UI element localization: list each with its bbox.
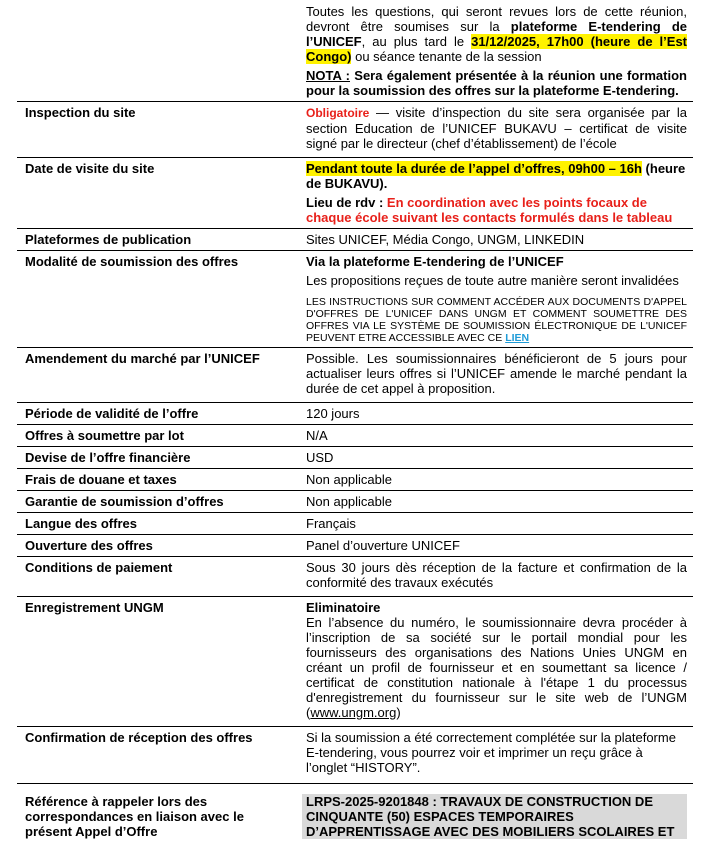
guarantee-value: Non applicable: [296, 491, 693, 513]
amendment-label: Amendement du marché par l’UNICEF: [17, 348, 296, 403]
ungm-text: En l’absence du numéro, le soumissionnaire devra procéder à l’inscription de sa société sur le portail mondial pour les fournisseurs des organisations des Nations Unies UNGM en créant un profil de fournisseur et en soumettant sa licence / certificat de constitution nationale à l'étape 1 du processus d'enregistrement du fournisseur sur le site web de l’UNGM (www.ungm.org): [306, 615, 687, 720]
table-row-submission: [17, 251, 693, 348]
table-row-per-lot: [17, 425, 693, 447]
meeting-questions-cell: Toutes les questions, qui seront revues lors de cette réunion, devront être soumises sur la plateforme E-tendering de l’UNICEF, au plus tard le 31/12/2025, 17h00 (heure de l’Est Congo) ou séance tenante de la session NOTA : Sera également présentée à la réunion une formation pour la soumission des offres sur la plateforme E-tendering.: [296, 0, 693, 102]
platform-name: plateforme E-tendering de l’UNICEF: [306, 19, 687, 49]
customs-value: Non applicable: [296, 469, 693, 491]
submission-instructions: LES INSTRUCTIONS SUR COMMENT ACCÉDER AUX DOCUMENTS D'APPEL D'OFFRES DE L'UNICEF DANS UNGM ET COMMENT SOUMETTRE DES OFFRES VIA LE SYSTÈME DE SOUMISSION ÉLECTRONIQUE DE L'UNICEF PEUVENT ETRE ACCESSIBLE AVEC CE LIEN: [306, 296, 687, 344]
nota-block: NOTA : Sera également présentée à la réunion une formation pour la soumission des offres sur la plateforme E-tendering.: [306, 68, 687, 98]
table-row-reference: [17, 784, 693, 842]
submission-value: [296, 251, 693, 348]
per-lot-label: Offres à soumettre par lot: [17, 425, 296, 447]
inspection-value: Obligatoire — visite d’inspection du site sera organisée par la section Education de l’UNICEF BUKAVU – certificat de visite signé par le directeur (chef d’établissement) de l’école: [296, 102, 693, 158]
nota-label: NOTA :: [306, 68, 350, 83]
per-lot-value: N/A: [296, 425, 693, 447]
submission-label: Modalité de soumission des offres: [17, 251, 296, 348]
instructions-link[interactable]: LIEN: [505, 332, 529, 344]
deadline-highlight: 31/12/2025, 17h00 (heure de l’Est Congo): [306, 34, 687, 64]
currency-value: USD: [296, 447, 693, 469]
table-row-currency: [17, 447, 693, 469]
inspection-label: Inspection du site: [17, 102, 296, 158]
customs-label: Frais de douane et taxes: [17, 469, 296, 491]
reference-value: LRPS-2025-9201848 : TRAVAUX DE CONSTRUCTION DE CINQUANTE (50) ESPACES TEMPORAIRES D’APPRENTISSAGE AVEC DES MOBILIERS SCOLAIRES ET: [302, 794, 687, 839]
table-row-ungm: [17, 597, 693, 727]
confirmation-label: Confirmation de réception des offres: [17, 727, 296, 784]
publication-value: Sites UNICEF, Média Congo, UNGM, LINKEDIN: [296, 229, 693, 251]
mandatory-badge: Obligatoire: [306, 106, 369, 120]
table-row-guarantee: [17, 491, 693, 513]
table-row-inspection: [17, 102, 693, 158]
confirmation-value: Si la soumission a été correctement complétée sur la plateforme E-tendering, vous pourrez voir et imprimer un reçu grâce à l’onglet “HISTORY”.: [296, 727, 693, 784]
table-row-confirmation: [17, 727, 693, 784]
ungm-label: Enregistrement UNGM: [17, 597, 296, 727]
table-row-amendment: [17, 348, 693, 403]
rdv-text: En coordination avec les points focaux de chaque école suivant les contacts formulés dans le tableau: [306, 195, 672, 225]
opening-value: Panel d’ouverture UNICEF: [296, 535, 693, 557]
table-row-opening: [17, 535, 693, 557]
validity-value: 120 jours: [296, 403, 693, 425]
table-row-publication: [17, 229, 693, 251]
ungm-url-link[interactable]: www.ungm.org: [310, 705, 396, 720]
submission-invalid: Les propositions reçues de toute autre manière seront invalidées: [306, 273, 687, 288]
table-row-validity: [17, 403, 693, 425]
rdv-label: Lieu de rdv :: [306, 195, 387, 210]
table-row-customs: [17, 469, 693, 491]
table-row-visit-date: [17, 158, 693, 229]
rdv-block: [306, 195, 687, 225]
table-row-payment: [17, 557, 693, 597]
language-value: Français: [296, 513, 693, 535]
payment-value: Sous 30 jours dès réception de la facture et confirmation de la conformité des travaux exécutés: [296, 557, 693, 597]
language-label: Langue des offres: [17, 513, 296, 535]
currency-label: Devise de l’offre financière: [17, 447, 296, 469]
tender-info-table: [17, 0, 693, 842]
submission-via: Via la plateforme E-tendering de l’UNICEF: [306, 254, 687, 269]
publication-label: Plateformes de publication: [17, 229, 296, 251]
visit-date-value: Pendant toute la durée de l’appel d’offres, 09h00 – 16h (heure de BUKAVU). Lieu de rdv : En coordination avec les points focaux de chaque école suivant les contacts formulés dans le tableau: [296, 158, 693, 229]
table-row-meeting-questions: [17, 0, 693, 102]
visit-date-label: Date de visite du site: [17, 158, 296, 229]
visit-period-highlight: Pendant toute la durée de l’appel d’offres, 09h00 – 16h: [306, 161, 642, 176]
guarantee-label: Garantie de soumission d’offres: [17, 491, 296, 513]
ungm-value: [296, 597, 693, 727]
opening-label: Ouverture des offres: [17, 535, 296, 557]
table-row-language: [17, 513, 693, 535]
reference-label: Référence à rappeler lors des correspondances en liaison avec le présent Appel d’Offre: [17, 784, 296, 842]
amendment-value: Possible. Les soumissionnaires bénéficieront de 5 jours pour actualiser leurs offres si l’UNICEF amende le marché pendant la durée de cet appel à proposition.: [296, 348, 693, 403]
validity-label: Période de validité de l’offre: [17, 403, 296, 425]
eliminatory-label: Eliminatoire: [306, 600, 687, 615]
payment-label: Conditions de paiement: [17, 557, 296, 597]
